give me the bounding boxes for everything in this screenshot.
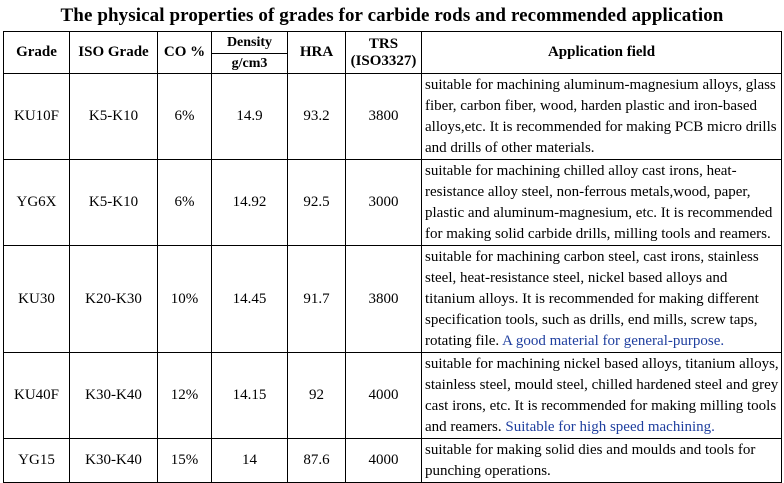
application-text: suitable for machining nickel based alloys, titanium alloys, stainless steel, mould steel, chilled hardened steel and grey cast irons, etc. It is recommended for making milling tools and reamers. — [425, 356, 779, 435]
table-row — [4, 353, 782, 439]
cell-iso-grade: K5-K10 — [70, 160, 158, 246]
cell-co: 15% — [158, 439, 212, 483]
header-trs-unit: (ISO3327) — [350, 52, 417, 69]
application-text: suitable for machining aluminum-magnesium alloys, glass fiber, carbon fiber, wood, harden plastic and iron-based alloys,etc. It is recommended for making PCB micro drills and drills of other materials. — [425, 77, 777, 156]
cell-iso-grade: K5-K10 — [70, 74, 158, 160]
cell-hra: 87.6 — [288, 439, 346, 483]
cell-co: 10% — [158, 246, 212, 353]
application-note: Suitable for high speed machining. — [505, 419, 715, 435]
header-trs-label: TRS — [368, 35, 399, 52]
application-text: suitable for machining carbon steel, cast irons, stainless steel, heat-resistance steel, nickel based alloys and titanium alloys. It is recommended for making different specification tools, such as drills, end mills, screw taps, rotating file. — [425, 249, 759, 349]
header-trs — [346, 32, 422, 74]
cell-application — [422, 160, 782, 246]
cell-hra: 92.5 — [288, 160, 346, 246]
header-co: CO % — [158, 32, 212, 74]
cell-co: 6% — [158, 160, 212, 246]
cell-iso-grade: K20-K30 — [70, 246, 158, 353]
header-iso-grade: ISO Grade — [70, 32, 158, 74]
cell-grade: YG6X — [4, 160, 70, 246]
application-text: suitable for making solid dies and moulds and tools for punching operations. — [425, 442, 756, 479]
cell-application — [422, 246, 782, 353]
cell-co: 12% — [158, 353, 212, 439]
cell-grade: KU30 — [4, 246, 70, 353]
cell-trs: 4000 — [346, 439, 422, 483]
cell-trs: 3800 — [346, 246, 422, 353]
table-row — [4, 74, 782, 160]
cell-trs: 3800 — [346, 74, 422, 160]
cell-grade: KU10F — [4, 74, 70, 160]
cell-density: 14.92 — [212, 160, 288, 246]
header-grade: Grade — [4, 32, 70, 74]
table-row — [4, 160, 782, 246]
cell-density: 14 — [212, 439, 288, 483]
header-density: Density — [212, 32, 288, 54]
application-note: A good material for general-purpose. — [502, 333, 725, 349]
table-row — [4, 246, 782, 353]
cell-iso-grade: K30-K40 — [70, 353, 158, 439]
page-title: The physical properties of grades for carbide rods and recommended application — [60, 5, 724, 26]
header-application: Application field — [422, 32, 782, 74]
cell-trs: 3000 — [346, 160, 422, 246]
cell-grade: YG15 — [4, 439, 70, 483]
cell-co: 6% — [158, 74, 212, 160]
cell-iso-grade: K30-K40 — [70, 439, 158, 483]
cell-application — [422, 74, 782, 160]
cell-density: 14.15 — [212, 353, 288, 439]
cell-grade: KU40F — [4, 353, 70, 439]
cell-density: 14.9 — [212, 74, 288, 160]
header-row — [4, 32, 782, 54]
header-density-unit: g/cm3 — [212, 54, 288, 74]
application-text: suitable for machining chilled alloy cast irons, heat-resistance alloy steel, non-ferrous metals,wood, paper, plastic and aluminum-magnesium, etc. It is recommended for making solid carbide drills, milling tools and reamers. — [425, 163, 773, 242]
cell-trs: 4000 — [346, 353, 422, 439]
header-hra: HRA — [288, 32, 346, 74]
cell-density: 14.45 — [212, 246, 288, 353]
cell-hra: 93.2 — [288, 74, 346, 160]
cell-application — [422, 353, 782, 439]
properties-table — [3, 31, 782, 483]
cell-hra: 92 — [288, 353, 346, 439]
cell-hra: 91.7 — [288, 246, 346, 353]
